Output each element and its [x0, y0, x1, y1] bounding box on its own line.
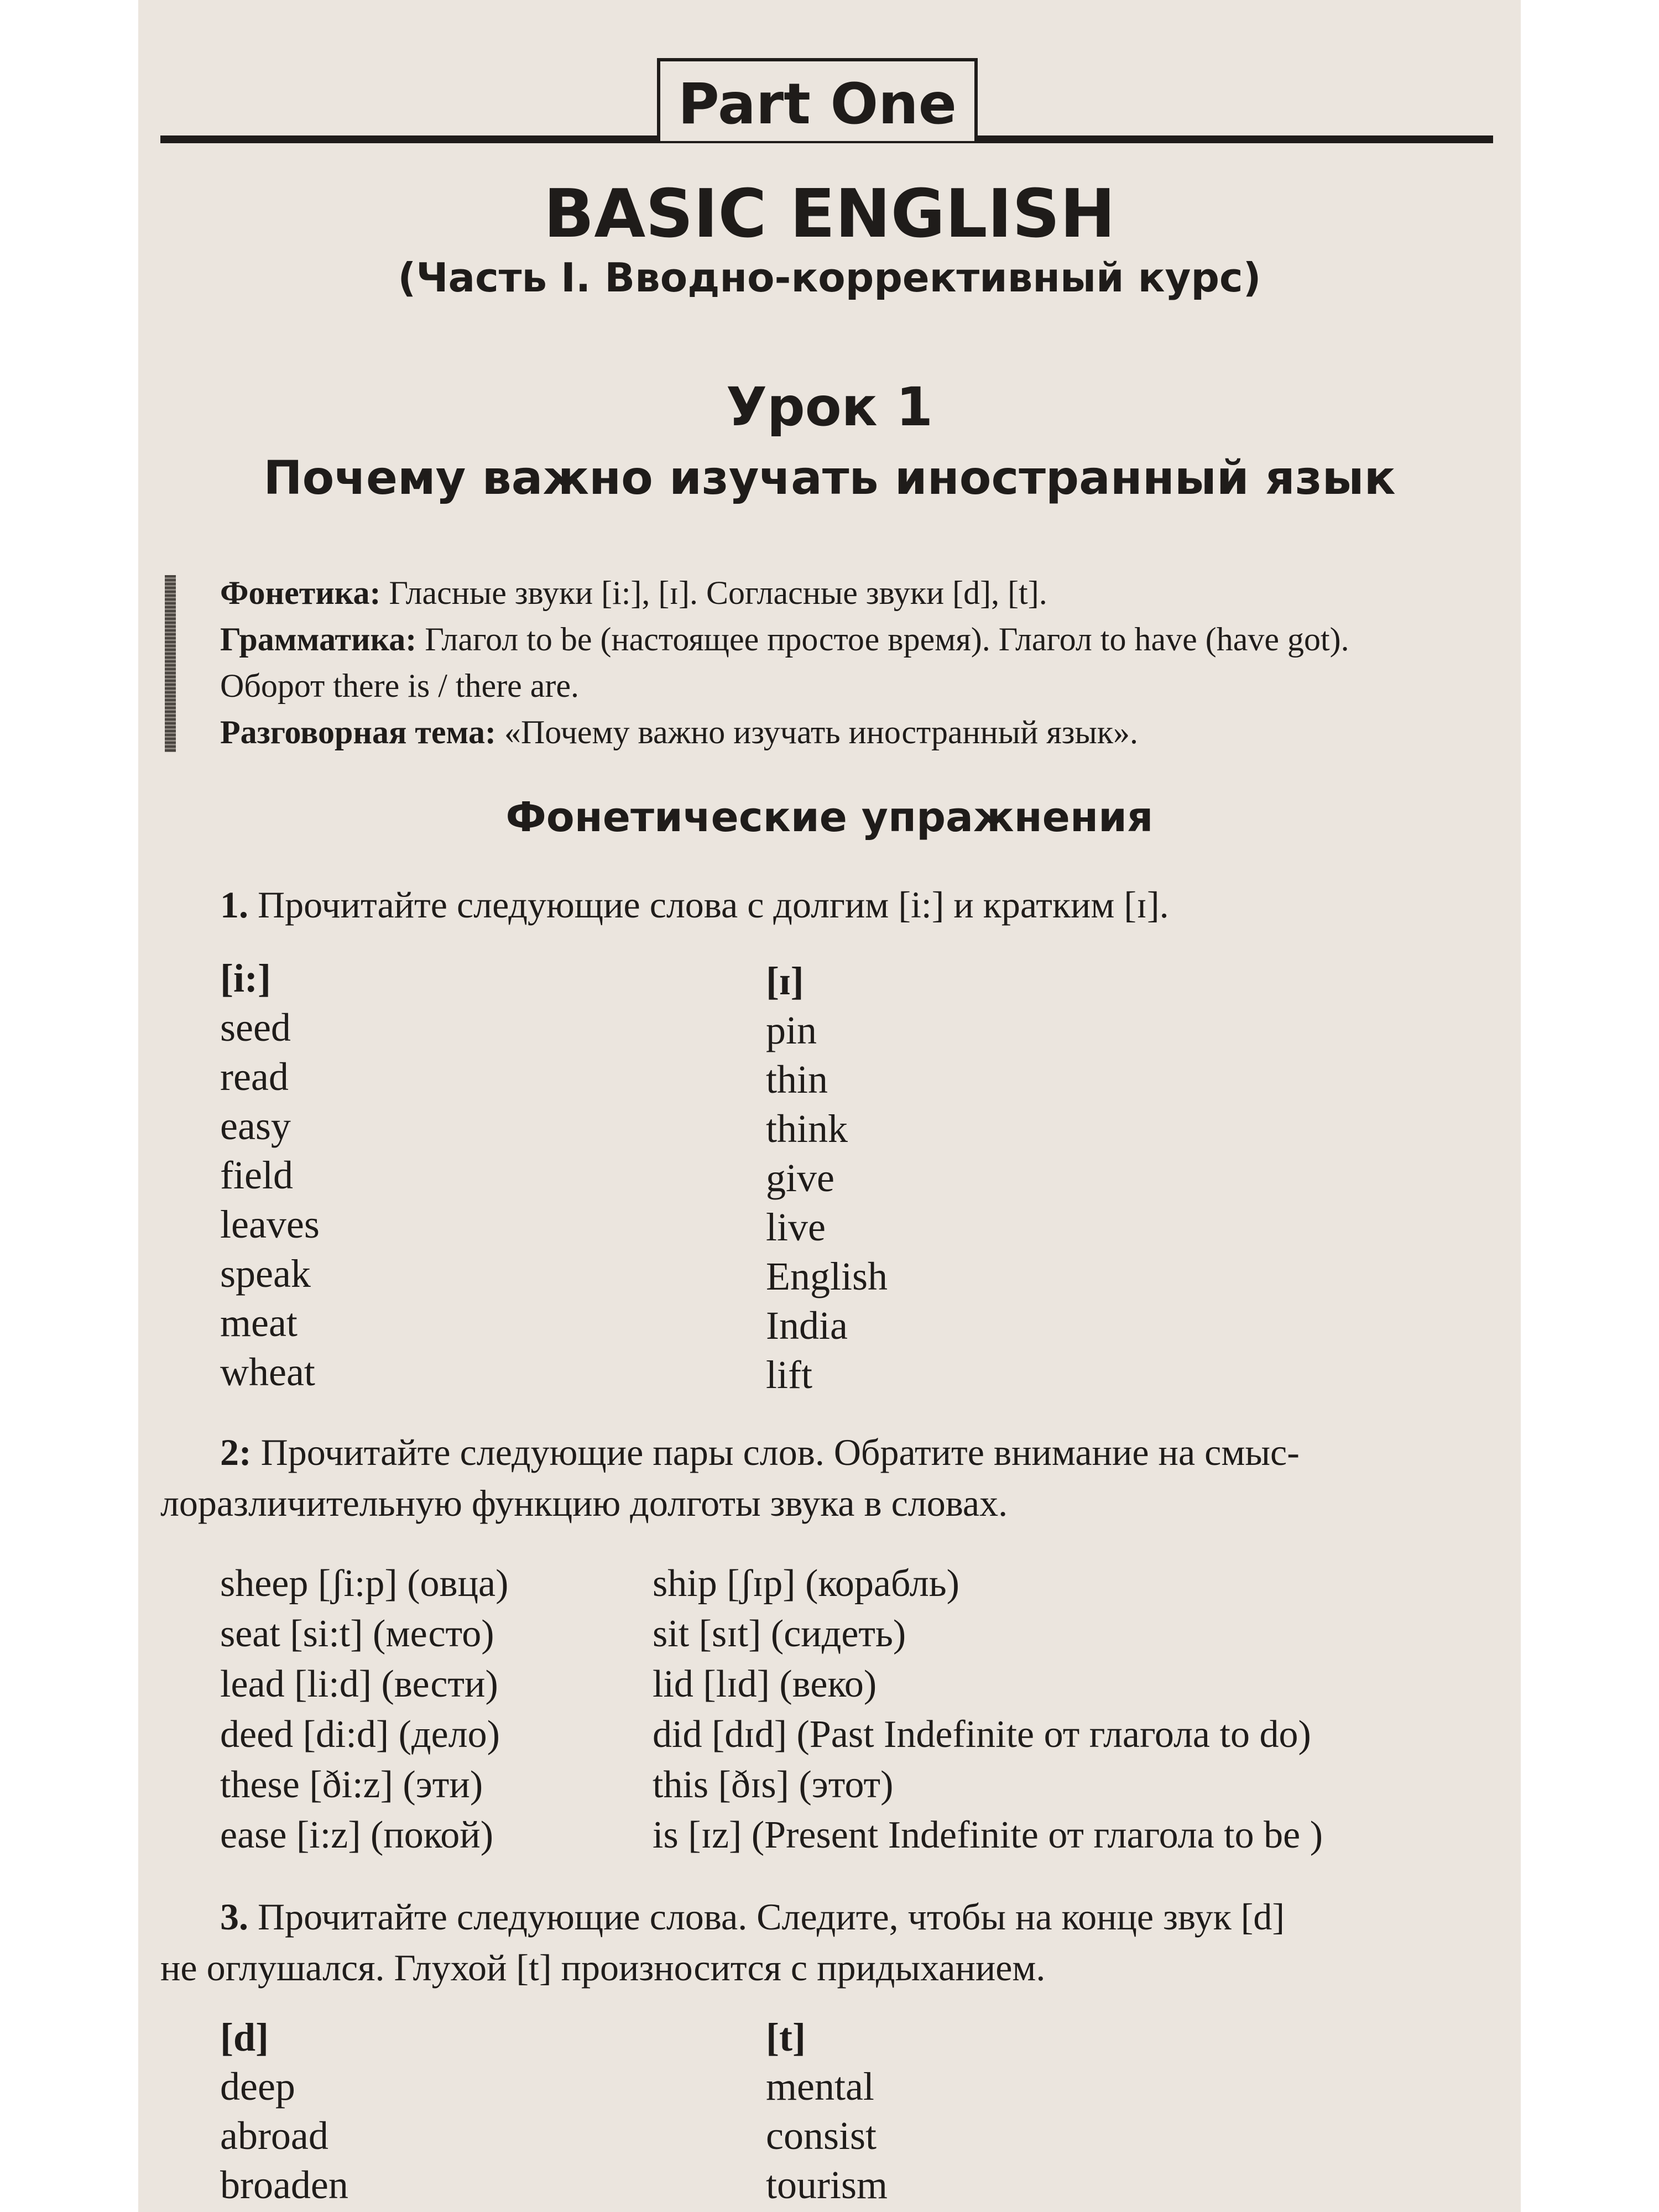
page-title: BASIC ENGLISH: [543, 176, 1116, 253]
list-item: tourism: [766, 2163, 888, 2207]
list-item: ship [ʃɪp] (корабль): [653, 1562, 959, 1605]
lesson-goals: [220, 570, 1509, 755]
part-label: Part One: [657, 58, 978, 141]
list-item: abroad: [220, 2114, 328, 2158]
list-item: seed: [220, 1005, 291, 1050]
list-item: lid [lɪd] (веко): [653, 1663, 877, 1705]
list-item: leaves: [220, 1202, 320, 1246]
exercise-3-instruction-line-2: не оглушался. Глухой [t] произносится с придыханием.: [160, 1947, 1046, 1989]
column-header: [d]: [220, 2015, 269, 2059]
list-item: did [dɪd] (Past Indefinite от глагола to do): [653, 1713, 1311, 1756]
goal-grammar: Грамматика: Глагол to be (настоящее простое время). Глагол to have (have got).: [220, 621, 1349, 658]
list-item: meat: [220, 1301, 298, 1345]
section-title: Фонетические упражнения: [505, 794, 1154, 841]
list-item: lift: [766, 1353, 812, 1397]
list-item: these [ði:z] (эти): [220, 1764, 483, 1806]
list-item: mental: [766, 2064, 874, 2109]
exercise-3-d-column: [220, 2013, 348, 2210]
exercise-1-long-column: [220, 954, 320, 1397]
list-item: sit [sɪt] (сидеть): [653, 1613, 906, 1655]
goal-topic: Разговорная тема: «Почему важно изучать иностранный язык».: [220, 714, 1138, 750]
list-item: deed [di:d] (дело): [220, 1713, 500, 1756]
list-item: live: [766, 1205, 826, 1249]
list-item: thin: [766, 1057, 828, 1102]
exercise-1-instruction: 1. Прочитайте следующие слова с долгим [i:] и кратким [ɪ].: [220, 884, 1169, 926]
goal-phonetics: Фонетика: Гласные звуки [i:], [ɪ]. Согласные звуки [d], [t].: [220, 575, 1047, 611]
list-item: give: [766, 1156, 834, 1200]
column-header: [ɪ]: [766, 959, 804, 1003]
list-item: English: [766, 1254, 888, 1298]
list-item: read: [220, 1055, 289, 1099]
list-item: sheep [ʃi:p] (овца): [220, 1562, 509, 1605]
lesson-number: Урок 1: [726, 376, 933, 438]
exercise-3-instruction-line-1: 3. Прочитайте следующие слова. Следите, чтобы на конце звук [d]: [220, 1896, 1285, 1938]
list-item: ease [i:z] (покой): [220, 1814, 494, 1856]
page-subtitle: (Часть I. Вводно-коррективный курс): [398, 254, 1261, 301]
list-item: consist: [766, 2114, 877, 2158]
list-item: is [ɪz] (Present Indefinite от глагола to be ): [653, 1814, 1323, 1856]
list-item: broaden: [220, 2163, 348, 2207]
list-item: easy: [220, 1104, 291, 1148]
list-item: wheat: [220, 1350, 315, 1394]
list-item: India: [766, 1303, 848, 1348]
list-item: seat [si:t] (место): [220, 1613, 494, 1655]
exercise-1-short-column: [766, 957, 888, 1400]
column-header: [t]: [766, 2015, 806, 2059]
column-header: [i:]: [220, 956, 271, 1000]
goal-grammar-cont: Оборот there is / there are.: [220, 667, 580, 704]
exercise-2-instruction-line-2: лоразличительную функцию долготы звука в словах.: [160, 1482, 1008, 1524]
list-item: field: [220, 1153, 293, 1197]
exercise-3-t-column: [766, 2013, 888, 2210]
lesson-topic: Почему важно изучать иностранный язык: [263, 451, 1396, 505]
exercise-2-instruction-line-1: 2: Прочитайте следующие пары слов. Обратите внимание на смыс-: [220, 1431, 1300, 1473]
list-item: this [ðɪs] (этот): [653, 1764, 894, 1806]
list-item: speak: [220, 1251, 311, 1296]
list-item: deep: [220, 2064, 295, 2109]
list-item: lead [li:d] (вести): [220, 1663, 498, 1705]
exercise-2-short-words: [653, 1558, 1323, 1860]
list-item: think: [766, 1107, 848, 1151]
goals-margin-bar: [165, 575, 176, 752]
exercise-2-long-words: [220, 1558, 508, 1860]
list-item: pin: [766, 1008, 817, 1052]
